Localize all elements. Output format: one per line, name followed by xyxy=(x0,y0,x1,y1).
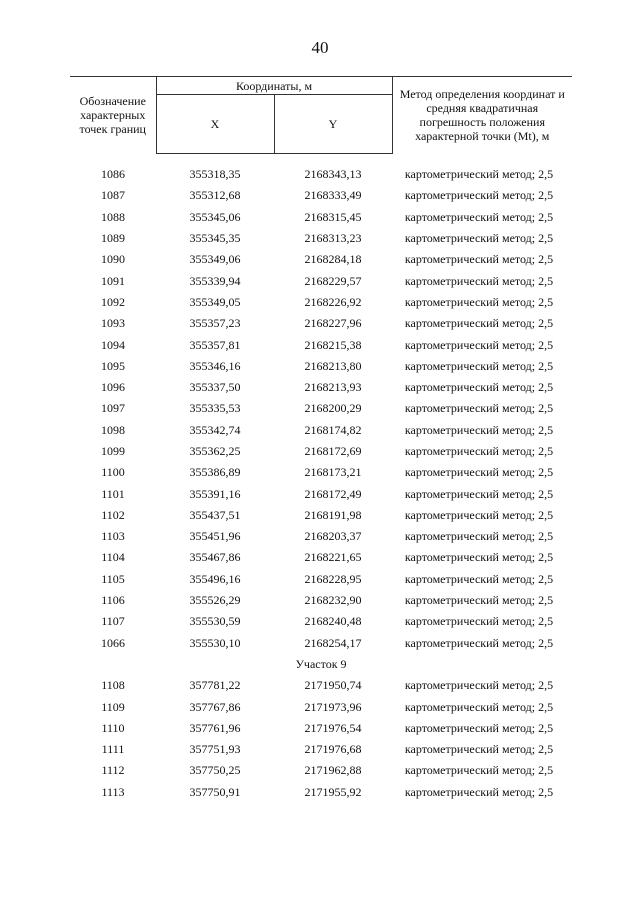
table-row xyxy=(70,462,572,483)
cell-method: картометрический метод; 2,5 xyxy=(404,742,554,757)
table-row xyxy=(70,377,572,398)
cell-point-id: 1105 xyxy=(101,571,125,586)
table-row xyxy=(70,398,572,419)
cell-y: 2168343,13 xyxy=(304,167,362,182)
table-header xyxy=(70,77,572,154)
header-point-id: Обозначение характерных точек границ xyxy=(70,77,156,154)
cell-x: 355362,25 xyxy=(189,444,241,458)
table-row xyxy=(70,270,572,291)
cell-point-id: 1101 xyxy=(101,486,125,501)
cell-x: 355318,35 xyxy=(189,167,241,182)
table-row xyxy=(70,547,572,568)
cell-y: 2168227,96 xyxy=(304,316,362,331)
cell-x: 355345,35 xyxy=(189,231,241,246)
cell-method: картометрический метод; 2,5 xyxy=(404,593,554,608)
table-row xyxy=(70,154,572,186)
table-row xyxy=(70,526,572,547)
table-row xyxy=(70,313,572,334)
cell-y: 2171973,96 xyxy=(304,699,362,714)
cell-y: 2168191,98 xyxy=(304,507,362,522)
cell-point-id: 1109 xyxy=(101,699,125,714)
cell-method: картометрический метод; 2,5 xyxy=(404,784,554,799)
cell-point-id: 1113 xyxy=(101,784,125,799)
cell-x: 357750,91 xyxy=(189,784,241,799)
cell-method: картометрический метод; 2,5 xyxy=(404,635,554,650)
table-row xyxy=(70,441,572,462)
table-body xyxy=(70,154,572,803)
table-row xyxy=(70,675,572,696)
cell-method: картометрический метод; 2,5 xyxy=(404,444,554,458)
cell-y: 2168315,45 xyxy=(304,209,362,224)
cell-point-id: 1110 xyxy=(101,720,125,735)
cell-method: картометрический метод; 2,5 xyxy=(404,571,554,586)
cell-y: 2168284,18 xyxy=(304,252,362,267)
cell-method: картометрический метод; 2,5 xyxy=(404,507,554,522)
cell-point-id: 1088 xyxy=(101,209,125,224)
cell-point-id: 1093 xyxy=(101,316,125,331)
cell-y: 2171976,68 xyxy=(304,742,362,757)
cell-x: 355357,23 xyxy=(189,316,241,331)
cell-y: 2168229,57 xyxy=(304,273,362,288)
cell-x: 355339,94 xyxy=(189,273,241,288)
cell-point-id: 1090 xyxy=(101,252,125,267)
cell-x: 355312,68 xyxy=(189,188,241,203)
cell-point-id: 1097 xyxy=(101,401,125,416)
cell-x: 355335,53 xyxy=(189,401,241,416)
cell-method: картометрический метод; 2,5 xyxy=(404,294,554,309)
table-row xyxy=(70,334,572,355)
cell-point-id: 1100 xyxy=(101,465,125,480)
section-title: Участок 9 xyxy=(295,656,347,671)
cell-point-id: 1112 xyxy=(101,763,125,778)
cell-x: 355386,89 xyxy=(189,465,241,480)
cell-x: 355391,16 xyxy=(189,486,241,501)
cell-y: 2168174,82 xyxy=(304,422,362,437)
header-y: Y xyxy=(274,95,392,154)
cell-y: 2171955,92 xyxy=(304,784,362,799)
cell-y: 2168213,93 xyxy=(304,380,362,395)
cell-y: 2168172,69 xyxy=(304,444,362,458)
cell-point-id: 1091 xyxy=(101,273,125,288)
cell-point-id: 1094 xyxy=(101,337,125,352)
cell-method: картометрический метод; 2,5 xyxy=(404,188,554,203)
cell-point-id: 1106 xyxy=(101,593,125,608)
section-row xyxy=(70,654,572,675)
cell-method: картометрический метод; 2,5 xyxy=(404,763,554,778)
table-row xyxy=(70,611,572,632)
cell-x: 355349,05 xyxy=(189,294,241,309)
cell-y: 2168333,49 xyxy=(304,188,362,203)
cell-point-id: 1066 xyxy=(101,635,125,650)
cell-x: 355342,74 xyxy=(189,422,241,437)
cell-method: картометрический метод; 2,5 xyxy=(404,529,554,544)
cell-x: 355349,06 xyxy=(189,252,241,267)
cell-y: 2168200,29 xyxy=(304,401,362,416)
header-method: Метод определения координат и средняя квадратичная погрешность положения характерной точки (Mt), м xyxy=(392,77,572,154)
cell-x: 355530,59 xyxy=(189,614,241,629)
cell-y: 2168254,17 xyxy=(304,635,362,650)
cell-method: картометрический метод; 2,5 xyxy=(404,380,554,395)
cell-point-id: 1099 xyxy=(101,444,125,458)
cell-x: 355526,29 xyxy=(189,593,241,608)
cell-method: картометрический метод; 2,5 xyxy=(404,358,554,373)
cell-y: 2168172,49 xyxy=(304,486,362,501)
page-number: 40 xyxy=(311,38,329,57)
header-coordinates: Координаты, м xyxy=(156,77,392,95)
table-row xyxy=(70,718,572,739)
cell-method: картометрический метод; 2,5 xyxy=(404,401,554,416)
cell-x: 357767,86 xyxy=(189,699,241,714)
cell-x: 355337,50 xyxy=(189,380,241,395)
cell-y: 2168173,21 xyxy=(304,465,362,480)
cell-method: картометрический метод; 2,5 xyxy=(404,316,554,331)
cell-x: 355496,16 xyxy=(189,571,241,586)
cell-y: 2168228,95 xyxy=(304,571,362,586)
table-row xyxy=(70,505,572,526)
cell-y: 2168240,48 xyxy=(304,614,362,629)
cell-point-id: 1102 xyxy=(101,507,125,522)
table-row xyxy=(70,739,572,760)
header-x: X xyxy=(156,95,274,154)
cell-method: картометрический метод; 2,5 xyxy=(404,252,554,267)
cell-point-id: 1089 xyxy=(101,231,125,246)
cell-y: 2171962,88 xyxy=(304,763,362,778)
cell-method: картометрический метод; 2,5 xyxy=(404,486,554,501)
cell-x: 355437,51 xyxy=(189,507,241,522)
table-row xyxy=(70,590,572,611)
cell-method: картометрический метод; 2,5 xyxy=(404,422,554,437)
cell-point-id: 1103 xyxy=(101,529,125,544)
table-row xyxy=(70,420,572,441)
table-row xyxy=(70,356,572,377)
cell-x: 357761,96 xyxy=(189,720,241,735)
table-row xyxy=(70,569,572,590)
cell-x: 355451,96 xyxy=(189,529,241,544)
cell-y: 2168213,80 xyxy=(304,358,362,373)
cell-y: 2168221,65 xyxy=(304,550,362,565)
table-row xyxy=(70,782,572,803)
cell-method: картометрический метод; 2,5 xyxy=(404,231,554,246)
cell-point-id: 1096 xyxy=(101,380,125,395)
table-row xyxy=(70,228,572,249)
cell-point-id: 1108 xyxy=(101,678,125,693)
cell-point-id: 1092 xyxy=(101,294,125,309)
cell-point-id: 1111 xyxy=(101,742,125,757)
cell-method: картометрический метод; 2,5 xyxy=(404,678,554,693)
cell-method: картометрический метод; 2,5 xyxy=(404,614,554,629)
cell-x: 355357,81 xyxy=(189,337,241,352)
cell-method: картометрический метод; 2,5 xyxy=(404,273,554,288)
table-row xyxy=(70,633,572,654)
cell-method: картометрический метод; 2,5 xyxy=(404,166,554,181)
cell-x: 357751,93 xyxy=(189,742,241,757)
cell-y: 2168203,37 xyxy=(304,529,362,544)
cell-x: 355530,10 xyxy=(189,635,241,650)
cell-method: картометрический метод; 2,5 xyxy=(404,337,554,352)
table-row xyxy=(70,696,572,717)
cell-x: 355346,16 xyxy=(189,358,241,373)
cell-method: картометрический метод; 2,5 xyxy=(404,699,554,714)
cell-point-id: 1098 xyxy=(101,422,125,437)
cell-point-id: 1095 xyxy=(101,358,125,373)
table-row xyxy=(70,185,572,206)
cell-point-id: 1104 xyxy=(101,550,125,565)
cell-method: картометрический метод; 2,5 xyxy=(404,209,554,224)
cell-y: 2168232,90 xyxy=(304,593,362,608)
coordinates-table xyxy=(70,76,572,803)
cell-y: 2168313,23 xyxy=(304,231,362,246)
table-row xyxy=(70,249,572,270)
table-row xyxy=(70,207,572,228)
table-row xyxy=(70,483,572,504)
cell-x: 357781,22 xyxy=(189,678,241,693)
cell-x: 357750,25 xyxy=(189,763,241,778)
cell-x: 355345,06 xyxy=(189,209,241,224)
cell-point-id: 1087 xyxy=(101,188,125,203)
cell-point-id: 1107 xyxy=(101,614,125,629)
cell-y: 2168215,38 xyxy=(304,337,362,352)
cell-y: 2171976,54 xyxy=(304,720,362,735)
cell-y: 2171950,74 xyxy=(304,678,362,693)
table-row xyxy=(70,292,572,313)
cell-method: картометрический метод; 2,5 xyxy=(404,720,554,735)
cell-method: картометрический метод; 2,5 xyxy=(404,465,554,480)
cell-y: 2168226,92 xyxy=(304,294,362,309)
cell-method: картометрический метод; 2,5 xyxy=(404,550,554,565)
table-row xyxy=(70,760,572,781)
cell-x: 355467,86 xyxy=(189,550,241,565)
cell-point-id: 1086 xyxy=(101,166,125,181)
